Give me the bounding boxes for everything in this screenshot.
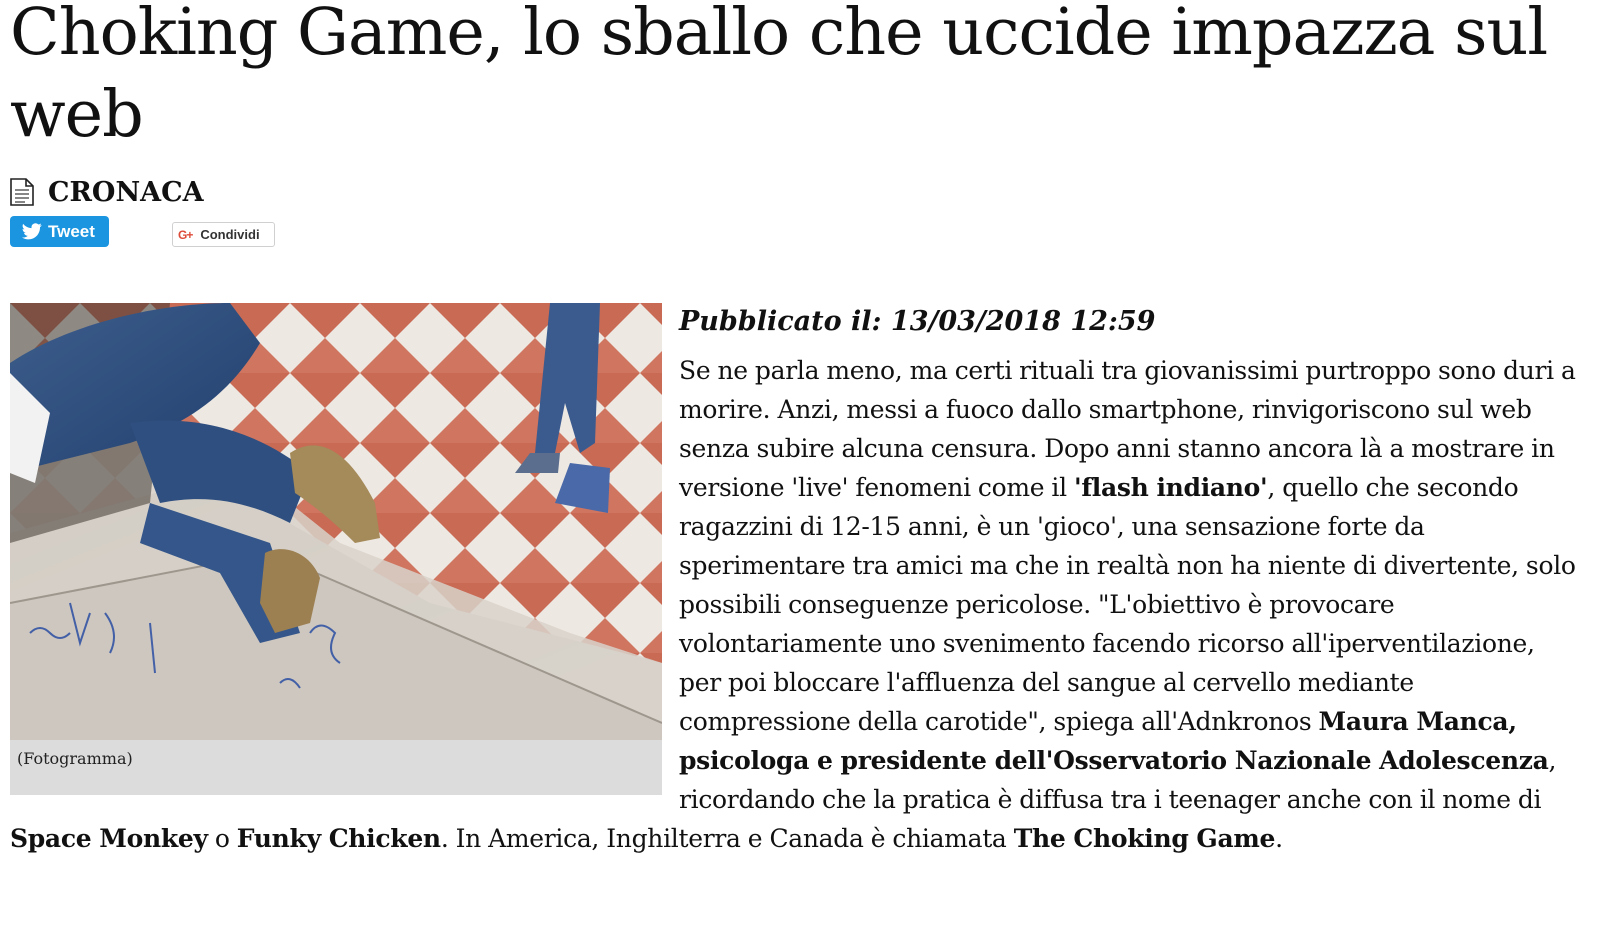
body-text: Se ne parla meno, ma certi rituali tra giovanissimi purtroppo sono duri a morire. Anzi, messi a fuoco dallo smartphone, rinvigoriscono sul web senza subire alcuna censura. Dopo anni stanno ancora là a mostrare in versione 'live' fenomeni come il (679, 356, 1576, 502)
publication-date (679, 302, 1155, 342)
google-share-button[interactable] (172, 222, 275, 247)
image-caption: (Fotogramma) (17, 749, 133, 768)
google-share-label: Condividi (200, 227, 260, 242)
highlight-space-monkey: Space Monkey (10, 824, 208, 853)
highlight-choking-game: The Choking Game (1013, 824, 1276, 853)
body-text: , quello che secondo ragazzini di 12-15 anni, è un 'gioco', una sensazione forte da sperimentare tra amici ma che in realtà non ha niente di divertente, solo possibili conseguenze pericolose. "L'obiettivo è provocare volontariamente uno svenimento facendo ricorso all'iperventilazione, per poi bloccare l'affluenza del sangue al cervello mediante compressione della carotide", spiega all'Adnkronos (679, 473, 1576, 736)
section-link[interactable]: CRONACA (48, 176, 204, 208)
google-plus-icon: G+ (178, 227, 193, 242)
published-label: Pubblicato il: (679, 306, 882, 337)
body-text: . In America, Inghilterra e Canada è chiamata (440, 824, 1014, 853)
twitter-bird-icon (22, 223, 42, 240)
tweet-label: Tweet (48, 221, 95, 241)
article-body (10, 351, 1580, 858)
figure-spacer (10, 351, 679, 782)
highlight-funky-chicken: Funky Chicken (236, 824, 441, 853)
highlight-maura-manca: Maura Manca, psicologa e presidente dell'Osservatorio Nazionale Adolescenza (679, 707, 1549, 775)
tweet-button[interactable] (10, 216, 109, 247)
body-text: , ricordando che la pratica è diffusa tra i teenager anche con il nome di (679, 746, 1557, 814)
headline: Choking Game, lo sballo che uccide impazza sul web (10, 0, 1548, 152)
body-text: o (207, 824, 237, 853)
document-icon (10, 178, 34, 206)
highlight-flash-indiano: 'flash indiano' (1073, 473, 1268, 502)
body-text: . (1275, 824, 1283, 853)
section-row (10, 172, 204, 212)
published-datetime: 13/03/2018 12:59 (890, 306, 1156, 337)
